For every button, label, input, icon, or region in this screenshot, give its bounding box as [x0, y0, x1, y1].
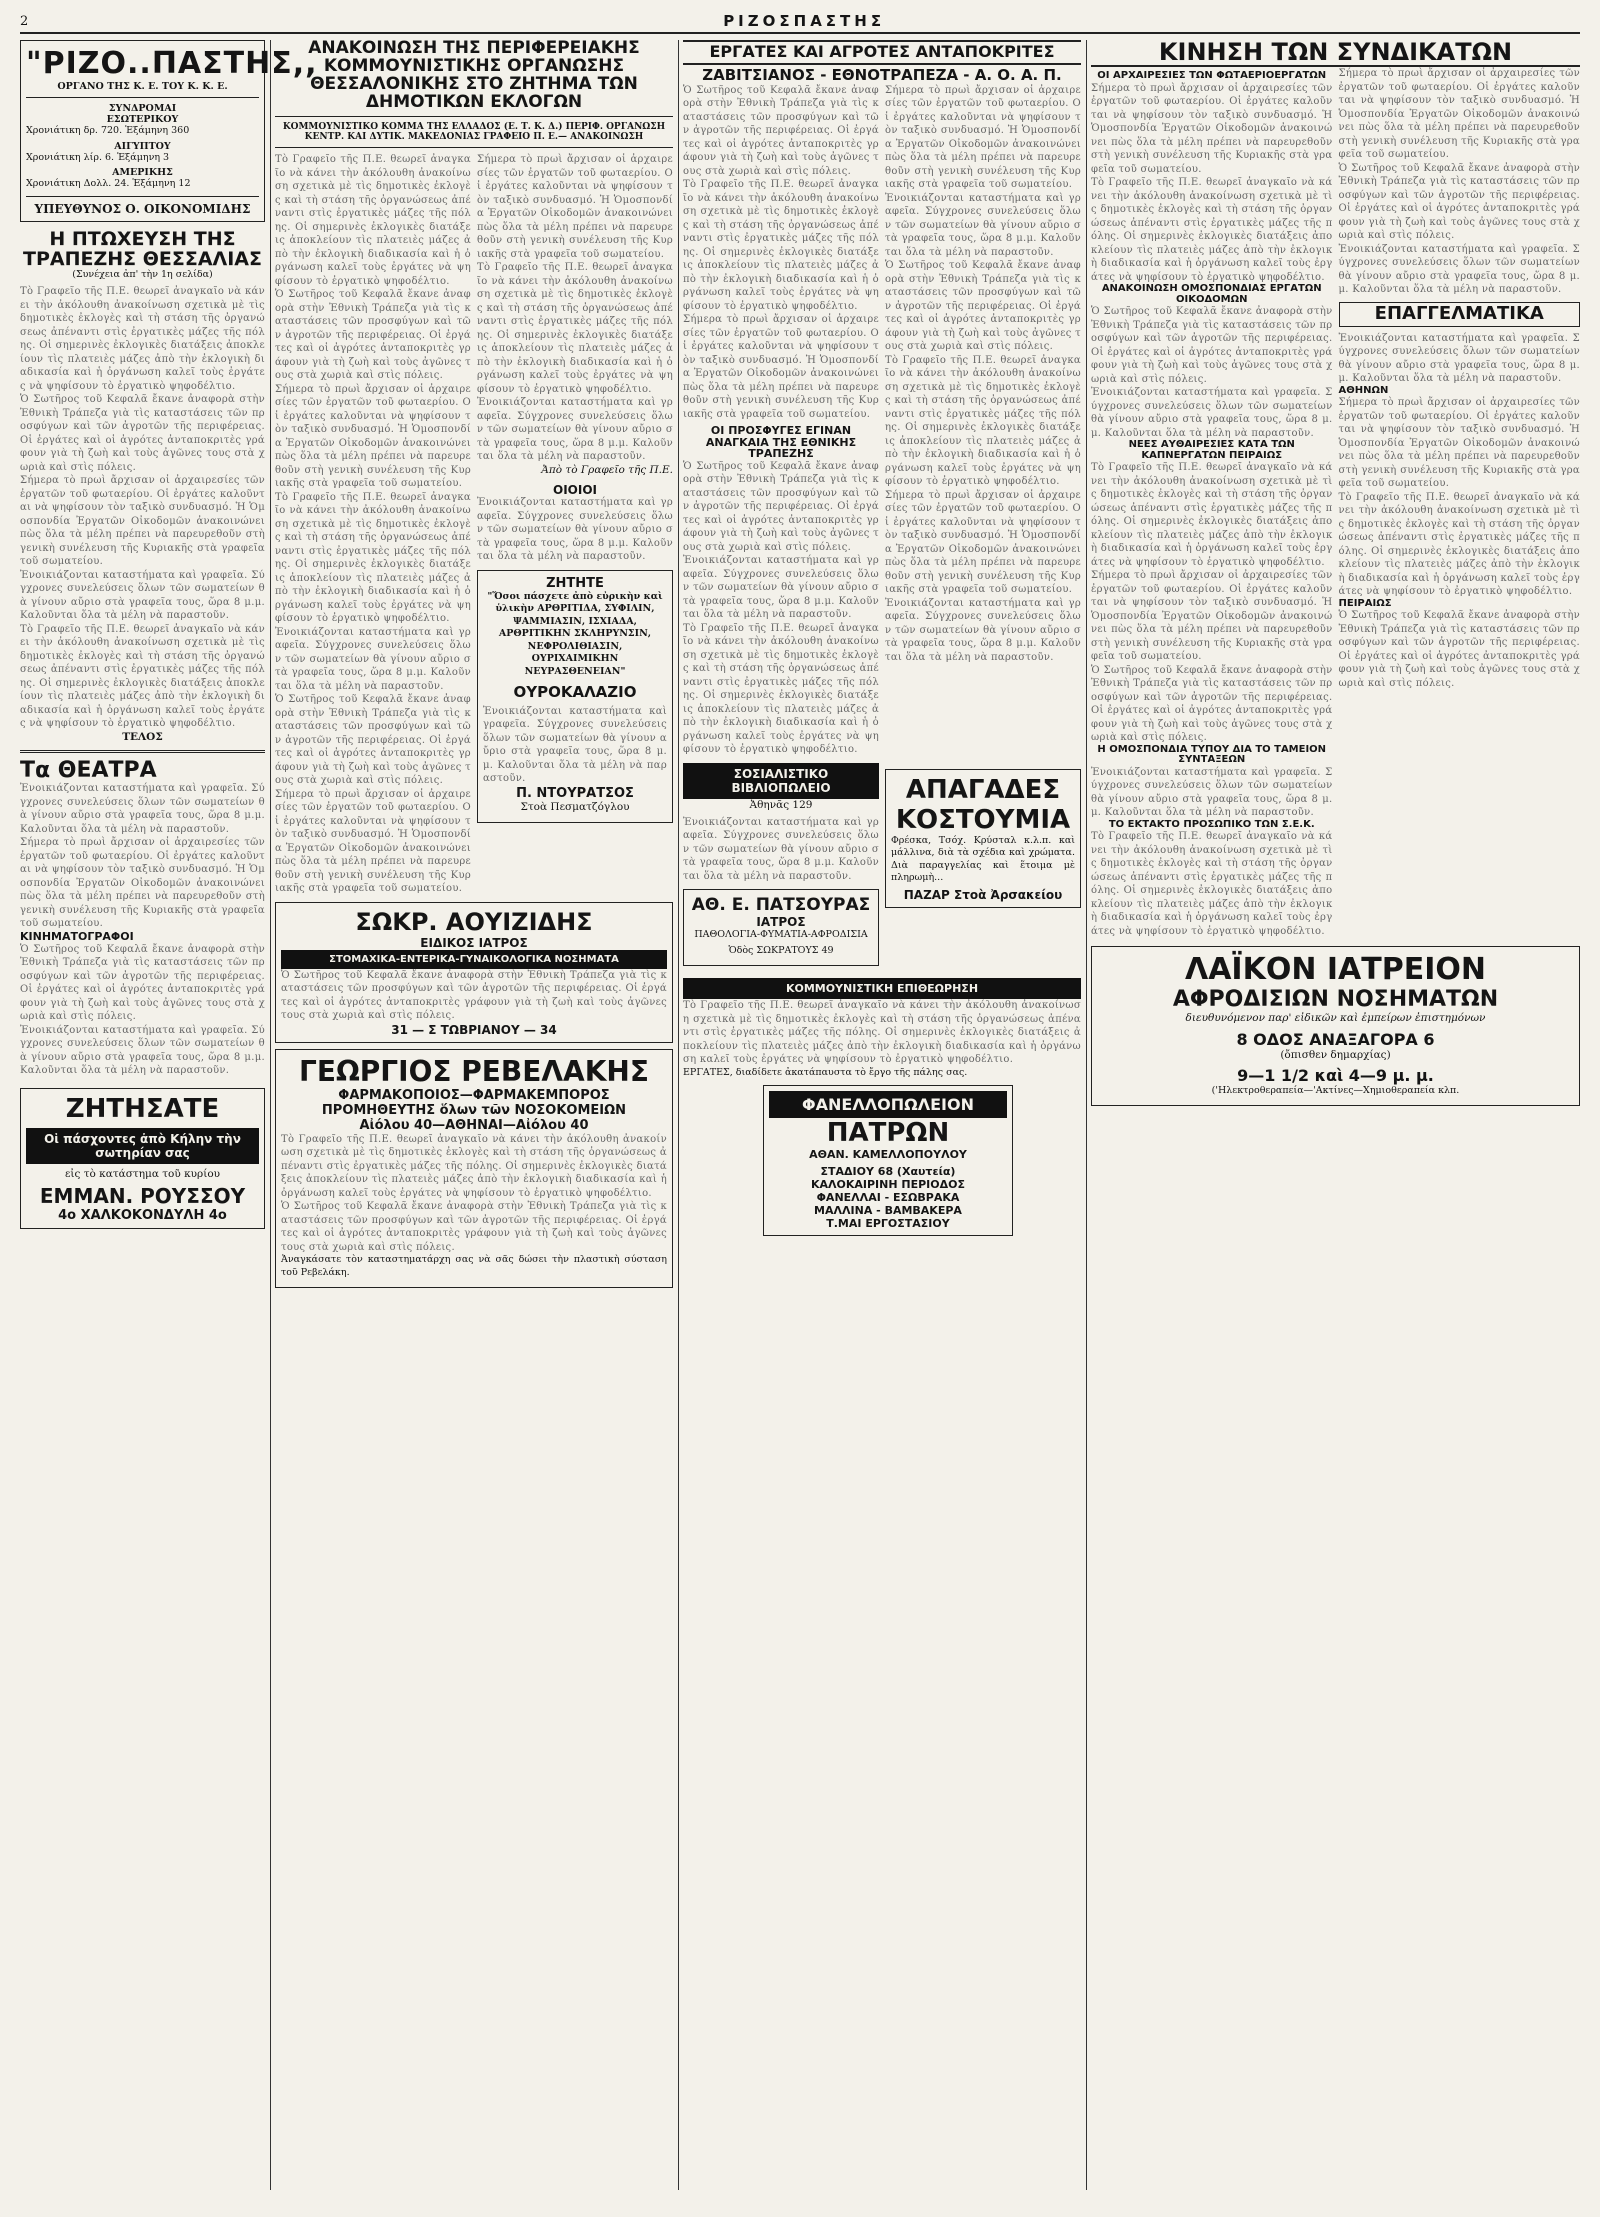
rebelakis-ad: ΓΕΩΡΓΙΟΣ ΡΕΒΕΛΑΚΗΣ ΦΑΡΜΑΚΟΠΟΙΟΣ—ΦΑΡΜΑΚΕΜΠΟΡΟΣ ΠΡΟΜΗΘΕΥΤΗΣ ὅλων τῶν ΝΟΣΟΚΟΜΕΙΩΝ Αἰόλου 40—ΑΘΗΝΑΙ—Αἰόλου 40 Τὸ Γραφεῖο τῆς Π.Ε. θεωρεῖ ἀναγκαῖο νὰ κάνει τὴν ἀκόλουθη ἀνακοίνωση σχετικὰ μὲ τὶς δημοτικὲς ἐκλογὲς καὶ τὴ στάση τῆς ὀργανώσεως ἀπέναντι στὶς ἐργατικὲς μάζες τῆς πόλης. Οἱ σημερινὲς ἐκλογικὲς διατάξεις ἀποκλείουν τὶς πλατειὲς μάζες ἀπὸ τὴν ἐκλογικὴ διαδικασία καὶ ἡ ὀργάνωση καλεῖ τοὺς ἐργάτες νὰ ψηφίσουν τὸ ἐργατικὸ ψηφοδέλτιο. Ὁ Σωτῆρος τοῦ Κεφαλᾶ ἔκανε ἀναφορὰ στὴν Ἐθνικὴ Τράπεζα γιὰ τὶς καταστάσεις τῶν προσφύγων καὶ τῶν ἀγροτῶν τῆς περιφέρειας. Οἱ ἐργάτες καὶ οἱ ἀγρότες ἀνταποκριτὲς γράφουν γιὰ τὴ ζωὴ καὶ τοὺς ἀγῶνες τους στὰ χωριὰ καὶ στὶς πόλεις. Ἀναγκάσατε τὸν καταστηματάρχη σας νὰ σᾶς δώσει τὴν πλαστικὴ σύσταση τοῦ Ρεβελάκη. [275, 1049, 673, 1289]
professional-title: ΕΠΑΓΓΕΛΜΑΤΙΚΑ [1339, 302, 1581, 327]
masthead-name: "ΡΙΖΟ..ΠΑΣΤΗΣ,, [26, 46, 318, 81]
announcement-title: ΑΝΑΚΟΙΝΩΣΗ ΤΗΣ ΠΕΡΙΦΕΡΕΙΑΚΗΣ ΚΟΜΜΟΥΝΙΣΤΙΚΗΣ ΟΡΓΑΝΩΣΗΣ ΘΕΣΣΑΛΟΝΙΚΗΣ ΣΤΟ ΖΗΤΗΜΑ ΤΩΝ ΔΗΜΟΤΙΚΩΝ ΕΚΛΟΓΩΝ [308, 38, 640, 112]
zitite-ad: ΖΗΤΗΤΕ "Ὅσοι πάσχετε ἀπὸ εὐρικὴν καὶ ὑλικὴν ΑΡΘΡΙΤΙΔΑ, ΣΥΦΙΛΙΝ, ΨΑΜΜΙΑΣΙΝ, ΙΣΧΙΑΔΑ, ΑΡΘΡΙΤΙΚΗΝ ΣΚΛΗΡΥΝΣΙΝ, ΝΕΦΡΟΛΙΘΙΑΣΙΝ, ΟΥΡΙΧΑΙΜΙΚΗΝ ΝΕΥΡΑΣΘΕΝΕΙΑΝ" ΟΥΡΟΚΑΛΑΖΙΟ Ἐνοικιάζονται καταστήματα καὶ γραφεῖα. Σύγχρονες συνελεύσεις ὅλων τῶν σωματείων θὰ γίνουν αὔριο στὰ γραφεῖα τους, ὥρα 8 μ.μ. Καλοῦνται ὅλα τὰ μέλη νὰ παραστοῦν. Π. ΝΤΟΥΡΑΤΣΟΣ Στοὰ Πεσματζόγλου [477, 570, 673, 824]
communist-inspection-title: ΚΟΜΜΟΥΝΙΣΤΙΚΗ ΕΠΙΘΕΩΡΗΣΗ [683, 978, 1081, 999]
masthead: "ΡΙΖΟ..ΠΑΣΤΗΣ,, ΟΡΓΑΝΟ ΤΗΣ Κ. Ε. ΤΟΥ Κ. Κ. Ε. ΣΥΝΔΡΟΜΑΙ ΕΣΩΤΕΡΙΚΟΥ Χρονιάτικη δρ. 720. Ἑξάμηνη 360 ΑΙΓΥΠΤΟΥ Χρονιάτικη λίρ. 6. Ἑξάμηνη 3 ΑΜΕΡΙΚΗΣ Χρονιάτικη Δολλ. 24. Ἑξάμηνη 12 ΥΠΕΥΘΥΝΟΣ Ο. ΟΙΚΟΝΟΜΙΔΗΣ [20, 40, 265, 222]
running-head [20, 10, 1580, 34]
zitisate-ad: ΖΗΤΗΣΑΤΕ Οἱ πάσχοντες ἀπὸ Κήλην τὴν σωτηρίαν σας εἰς τὸ κατάστημα τοῦ κυρίου ΕΜΜΑΝ. ΡΟΥΣΣΟΥ 4ο ΧΑΛΚΟΚΟΝΔΥΛΗ 4ο [20, 1088, 265, 1230]
protests-title: ΟΙ ΠΡΟΣΦΥΓΕΣ ΕΓΙΝΑΝ ΑΝΑΓΚΑΙΑ ΤΗΣ ΕΘΝΙΚΗΣ ΤΡΑΠΕΖΗΣ [705, 424, 857, 461]
oioi-title: ΟΙΟΙΟΙ [553, 482, 597, 497]
column-rule [678, 40, 679, 2190]
masthead-organ: ΟΡΓΑΝΟ ΤΗΣ Κ. Ε. ΤΟΥ Κ. Κ. Ε. [57, 81, 228, 92]
patras-ad: ΦΑΝΕΛΛΟΠΩΛΕΙΟΝ ΠΑΤΡΩΝ ΑΘΑΝ. ΚΑΜΕΛΛΟΠΟΥΛΟΥ ΣΤΑΔΙΟΥ 68 (Χαυτεία) ΚΑΛΟΚΑΙΡΙΝΗ ΠΕΡΙΟΔΟΣ ΦΑΝΕΛΛΑΙ - ΕΣΩΒΡΑΚΑ ΜΑΛΛΙΝΑ - ΒΑΜΒΑΚΕΡΑ Τ.ΜΑΙ ΕΡΓΟΣΤΑΣΙΟΥ [763, 1085, 1014, 1236]
bookstore-title: ΣΟΣΙΑΛΙΣΤΙΚΟ ΒΙΒΛΙΟΠΩΛΕΙΟ [683, 763, 879, 799]
cinema-title: ΚΙΝΗΜΑΤΟΓΡΑΦΟΙ [20, 929, 134, 943]
suits-ad: ΑΠΑΓΑΔΕΣ ΚΟΣΤΟΥΜΙΑ Φρέσκα, Τσόχ. Κρύσταλ κ.λ.π. καὶ μάλλινα, διὰ τὰ σχέδια καὶ χρώματα. Διὰ παραγγελίας καὶ ἕτοιμα μὲ πληρωμὴ... ΠΑΖΑΡ Στοὰ Ἀρσακείου [885, 769, 1081, 908]
patsouras-ad: ΑΘ. Ε. ΠΑΤΣΟΥΡΑΣ ΙΑΤΡΟΣ ΠΑΘΟΛΟΓΙΑ-ΦΥΜΑΤΙΑ-ΑΦΡΟΔΙΣΙΑ Ὁδὸς ΣΩΚΡΑΤΟΥΣ 49 [683, 889, 879, 966]
column-rule [270, 40, 271, 2190]
column-2: ΑΝΑΚΟΙΝΩΣΗ ΤΗΣ ΠΕΡΙΦΕΡΕΙΑΚΗΣ ΚΟΜΜΟΥΝΙΣΤΙΚΗΣ ΟΡΓΑΝΩΣΗΣ ΘΕΣΣΑΛΟΝΙΚΗΣ ΣΤΟ ΖΗΤΗΜΑ ΤΩΝ ΔΗΜΟΤΙΚΩΝ ΕΚΛΟΓΩΝ ΚΟΜΜΟΥΝΙΣΤΙΚΟ ΚΟΜΜΑ ΤΗΣ ΕΛΛΑΔΟΣ (Ε. Τ. Κ. Δ.) ΠΕΡΙΦ. ΟΡΓΑΝΩΣΗ ΚΕΝΤΡ. ΚΑΙ ΔΥΤΙΚ. ΜΑΚΕΔΟΝΙΑΣ ΓΡΑΦΕΙΟ Π. Ε.— ΑΝΑΚΟΙΝΩΣΗ Τὸ Γραφεῖο τῆς Π.Ε. θεωρεῖ ἀναγκαῖο νὰ κάνει τὴν ἀκόλουθη ἀνακοίνωση σχετικὰ μὲ τὶς δημοτικὲς ἐκλογὲς καὶ τὴ στάση τῆς ὀργανώσεως ἀπέναντι στὶς ἐργατικὲς μάζες τῆς πόλης. Οἱ σημερινὲς ἐκλογικὲς διατάξεις ἀποκλείουν τὶς πλατειὲς μάζες ἀπὸ τὴν ἐκλογικὴ διαδικασία καὶ ἡ ὀργάνωση καλεῖ τοὺς ἐργάτες νὰ ψηφίσουν τὸ ἐργατικὸ ψηφοδέλτιο. Ὁ Σωτῆρος τοῦ Κεφαλᾶ ἔκανε ἀναφορὰ στὴν Ἐθνικὴ Τράπεζα γιὰ τὶς καταστάσεις τῶν προσφύγων καὶ τῶν ἀγροτῶν τῆς περιφέρειας. Οἱ ἐργάτες καὶ οἱ ἀγρότες ἀνταποκριτὲς γράφουν γιὰ τὴ ζωὴ καὶ τοὺς ἀγῶνες τους στὰ χωριὰ καὶ στὶς πόλεις. Σήμερα τὸ πρωὶ ἄρχισαν οἱ ἀρχαιρεσίες τῶν ἐργατῶν τοῦ φωταερίου. Οἱ ἐργάτες καλοῦνται νὰ ψηφίσουν τὸν ταξικὸ συνδυασμό. Ἡ Ὁμοσπονδία Ἐργατῶν Οἰκοδομῶν ἀνακοινώνει πὼς ὅλα τὰ μέλη πρέπει νὰ παρευρεθοῦν στὴ γενικὴ συνέλευση τῆς Κυριακῆς στὰ γραφεῖα τοῦ σωματείου. Τὸ Γραφεῖο τῆς Π.Ε. θεωρεῖ ἀναγκαῖο νὰ κάνει τὴν ἀκόλουθη ἀνακοίνωση σχετικὰ μὲ τὶς δημοτικὲς ἐκλογὲς καὶ τὴ στάση τῆς ὀργανώσεως ἀπέναντι στὶς ἐργατικὲς μάζες τῆς πόλης. Οἱ σημερινὲς ἐκλογικὲς διατάξεις ἀποκλείουν τὶς πλατειὲς μάζες ἀπὸ τὴν ἐκλογικὴ διαδικασία καὶ ἡ ὀργάνωση καλεῖ τοὺς ἐργάτες νὰ ψηφίσουν τὸ ἐργατικὸ ψηφοδέλτιο. Ἐνοικιάζονται καταστήματα καὶ γραφεῖα. Σύγχρονες συνελεύσεις ὅλων τῶν σωματείων θὰ γίνουν αὔριο στὰ γραφεῖα τους, ὥρα 8 μ.μ. Καλοῦνται ὅλα τὰ μέλη νὰ παραστοῦν. Ὁ Σωτῆρος τοῦ Κεφαλᾶ ἔκανε ἀναφορὰ στὴν Ἐθνικὴ Τράπεζα γιὰ τὶς καταστάσεις τῶν προσφύγων καὶ τῶν ἀγροτῶν τῆς περιφέρειας. Οἱ ἐργάτες καὶ οἱ ἀγρότες ἀνταποκριτὲς γράφουν γιὰ τὴ ζωὴ καὶ τοὺς ἀγῶνες τους στὰ χωριὰ καὶ στὶς πόλεις. Σήμερα τὸ πρωὶ ἄρχισαν οἱ ἀρχαιρεσίες τῶν ἐργατῶν τοῦ φωταερίου. Οἱ ἐργάτες καλοῦνται νὰ ψηφίσουν τὸν ταξικὸ συνδυασμό. Ἡ Ὁμοσπονδία Ἐργατῶν Οἰκοδομῶν ἀνακοινώνει πὼς ὅλα τὰ μέλη πρέπει νὰ παρευρεθοῦν στὴ γενικὴ συνέλευση τῆς Κυριακῆς στὰ γραφεῖα τοῦ σωματείου. Σήμερα τὸ πρωὶ ἄρχισαν οἱ ἀρχαιρεσίες τῶν ἐργατῶν τοῦ φωταερίου. Οἱ ἐργάτες καλοῦνται νὰ ψηφίσουν τὸν ταξικὸ συνδυασμό. Ἡ Ὁμοσπονδία Ἐργατῶν Οἰκοδομῶν ἀνακοινώνει πὼς ὅλα τὰ μέλη πρέπει νὰ παρευρεθοῦν στὴ γενικὴ συνέλευση τῆς Κυριακῆς στὰ γραφεῖα τοῦ σωματείου. Τὸ Γραφεῖο τῆς Π.Ε. θεωρεῖ ἀναγκαῖο νὰ κάνει τὴν ἀκόλουθη ἀνακοίνωση σχετικὰ μὲ τὶς δημοτικὲς ἐκλογὲς καὶ τὴ στάση τῆς ὀργανώσεως ἀπέναντι στὶς ἐργατικὲς μάζες τῆς πόλης. Οἱ σημερινὲς ἐκλογικὲς διατάξεις ἀποκλείουν τὶς πλατειὲς μάζες ἀπὸ τὴν ἐκλογικὴ διαδικασία καὶ ἡ ὀργάνωση καλεῖ τοὺς ἐργάτες νὰ ψηφίσουν τὸ ἐργατικὸ ψηφοδέλτιο. Ἐνοικιάζονται καταστήματα καὶ γραφεῖα. Σύγχρονες συνελεύσεις ὅλων τῶν σωματείων θὰ γίνουν αὔριο στὰ γραφεῖα τους, ὥρα 8 μ.μ. Καλοῦνται ὅλα τὰ μέλη νὰ παραστοῦν. Ἀπὸ τὸ Γραφεῖο τῆς Π.Ε. ΟΙΟΙΟΙ Ἐνοικιάζονται καταστήματα καὶ γραφεῖα. Σύγχρονες συνελεύσεις ὅλων τῶν σωματείων θὰ γίνουν αὔριο στὰ γραφεῖα τους, ὥρα 8 μ.μ. Καλοῦνται ὅλα τὰ μέλη νὰ παραστοῦν. ΖΗΤΗΤΕ "Ὅσοι πάσχετε ἀπὸ εὐρικὴν καὶ ὑλικὴν ΑΡΘΡΙΤΙΔΑ, ΣΥΦΙΛΙΝ, ΨΑΜΜΙΑΣΙΝ, ΙΣΧΙΑΔΑ, ΑΡΘΡΙΤΙΚΗΝ ΣΚΛΗΡΥΝΣΙΝ, ΝΕΦΡΟΛΙΘΙΑΣΙΝ, ΟΥΡΙΧΑΙΜΙΚΗΝ ΝΕΥΡΑΣΘΕΝΕΙΑΝ" ΟΥΡΟΚΑΛΑΖΙΟ Ἐνοικιάζονται καταστήματα καὶ γραφεῖα. Σύγχρονες συνελεύσεις ὅλων τῶν σωματείων θὰ γίνουν αὔριο στὰ γραφεῖα τους, ὥρα 8 μ.μ. Καλοῦνται ὅλα τὰ μέλη νὰ παραστοῦν. Π. ΝΤΟΥΡΑΤΣΟΣ Στοὰ Πεσματζόγλου ΣΩΚΡ. ΑΟΥΙΖΙΔΗΣ ΕΙΔΙΚΟΣ ΙΑΤΡΟΣ ΣΤΟΜΑΧΙΚΑ-ΕΝΤΕΡΙΚΑ-ΓΥΝΑΙΚΟΛΟΓΙΚΑ ΝΟΣΗΜΑΤΑ Ὁ Σωτῆρος τοῦ Κεφαλᾶ ἔκανε ἀναφορὰ στὴν Ἐθνικὴ Τράπεζα γιὰ τὶς καταστάσεις τῶν προσφύγων καὶ τῶν ἀγροτῶν τῆς περιφέρειας. Οἱ ἐργάτες καὶ οἱ ἀγρότες ἀνταποκριτὲς γράφουν γιὰ τὴ ζωὴ καὶ τοὺς ἀγῶνες τους στὰ χωριὰ καὶ στὶς πόλεις. 31 — Σ ΤΩΒΡΙΑΝΟΥ — 34 ΓΕΩΡΓΙΟΣ ΡΕΒΕΛΑΚΗΣ ΦΑΡΜΑΚΟΠΟΙΟΣ—ΦΑΡΜΑΚΕΜΠΟΡΟΣ ΠΡΟΜΗΘΕΥΤΗΣ ὅλων τῶν ΝΟΣΟΚΟΜΕΙΩΝ Αἰόλου 40—ΑΘΗΝΑΙ—Αἰόλου 40 Τὸ Γραφεῖο τῆς Π.Ε. θεωρεῖ ἀναγκαῖο νὰ κάνει τὴν ἀκόλουθη ἀνακοίνωση σχετικὰ μὲ τὶς δημοτικὲς ἐκλογὲς καὶ τὴ στάση τῆς ὀργανώσεως ἀπέναντι στὶς ἐργατικὲς μάζες τῆς πόλης. Οἱ σημερινὲς ἐκλογικὲς διατάξεις ἀποκλείουν τὶς πλατειὲς μάζες ἀπὸ τὴν ἐκλογικὴ διαδικασία καὶ ἡ ὀργάνωση καλεῖ τοὺς ἐργάτες νὰ ψηφίσουν τὸ ἐργατικὸ ψηφοδέλτιο. Ὁ Σωτῆρος τοῦ Κεφαλᾶ ἔκανε ἀναφορὰ στὴν Ἐθνικὴ Τράπεζα γιὰ τὶς καταστάσεις τῶν προσφύγων καὶ τῶν ἀγροτῶν τῆς περιφέρειας. Οἱ ἐργάτες καὶ οἱ ἀγρότες ἀνταποκριτὲς γράφουν γιὰ τὴ ζωὴ καὶ τοὺς ἀγῶνες τους στὰ χωριὰ καὶ στὶς πόλεις. Ἀναγκάσατε τὸν καταστηματάρχη σας νὰ σᾶς δώσει τὴν πλαστικὴ σύσταση τοῦ Ρεβελάκη. [275, 40, 673, 2190]
bank-article-title: Η ΠΤΩΧΕΥΣΗ ΤΗΣ ΤΡΑΠΕΖΗΣ ΘΕΣΣΑΛΙΑΣ [23, 227, 262, 270]
theatres-title: Τα ΘΕΑΤΡΑ [20, 758, 157, 784]
responsible-editor: ΥΠΕΥΘΥΝΟΣ Ο. ΟΙΚΟΝΟΜΙΔΗΣ [34, 201, 251, 216]
running-title: ΡΙΖΟΣΠΑΣΤΗΣ [723, 12, 886, 30]
column-3: ΕΡΓΑΤΕΣ ΚΑΙ ΑΓΡΟΤΕΣ ΑΝΤΑΠΟΚΡΙΤΕΣ ΖΑΒΙΤΣΙΑΝΟΣ - ΕΘΝΟΤΡΑΠΕΖΑ - Α. Ο. Α. Π. Ὁ Σωτῆρος τοῦ Κεφαλᾶ ἔκανε ἀναφορὰ στὴν Ἐθνικὴ Τράπεζα γιὰ τὶς καταστάσεις τῶν προσφύγων καὶ τῶν ἀγροτῶν τῆς περιφέρειας. Οἱ ἐργάτες καὶ οἱ ἀγρότες ἀνταποκριτὲς γράφουν γιὰ τὴ ζωὴ καὶ τοὺς ἀγῶνες τους στὰ χωριὰ καὶ στὶς πόλεις. Τὸ Γραφεῖο τῆς Π.Ε. θεωρεῖ ἀναγκαῖο νὰ κάνει τὴν ἀκόλουθη ἀνακοίνωση σχετικὰ μὲ τὶς δημοτικὲς ἐκλογὲς καὶ τὴ στάση τῆς ὀργανώσεως ἀπέναντι στὶς ἐργατικὲς μάζες τῆς πόλης. Οἱ σημερινὲς ἐκλογικὲς διατάξεις ἀποκλείουν τὶς πλατειὲς μάζες ἀπὸ τὴν ἐκλογικὴ διαδικασία καὶ ἡ ὀργάνωση καλεῖ τοὺς ἐργάτες νὰ ψηφίσουν τὸ ἐργατικὸ ψηφοδέλτιο. Σήμερα τὸ πρωὶ ἄρχισαν οἱ ἀρχαιρεσίες τῶν ἐργατῶν τοῦ φωταερίου. Οἱ ἐργάτες καλοῦνται νὰ ψηφίσουν τὸν ταξικὸ συνδυασμό. Ἡ Ὁμοσπονδία Ἐργατῶν Οἰκοδομῶν ἀνακοινώνει πὼς ὅλα τὰ μέλη πρέπει νὰ παρευρεθοῦν στὴ γενικὴ συνέλευση τῆς Κυριακῆς στὰ γραφεῖα τοῦ σωματείου. ΟΙ ΠΡΟΣΦΥΓΕΣ ΕΓΙΝΑΝ ΑΝΑΓΚΑΙΑ ΤΗΣ ΕΘΝΙΚΗΣ ΤΡΑΠΕΖΗΣ Ὁ Σωτῆρος τοῦ Κεφαλᾶ ἔκανε ἀναφορὰ στὴν Ἐθνικὴ Τράπεζα γιὰ τὶς καταστάσεις τῶν προσφύγων καὶ τῶν ἀγροτῶν τῆς περιφέρειας. Οἱ ἐργάτες καὶ οἱ ἀγρότες ἀνταποκριτὲς γράφουν γιὰ τὴ ζωὴ καὶ τοὺς ἀγῶνες τους στὰ χωριὰ καὶ στὶς πόλεις. Ἐνοικιάζονται καταστήματα καὶ γραφεῖα. Σύγχρονες συνελεύσεις ὅλων τῶν σωματείων θὰ γίνουν αὔριο στὰ γραφεῖα τους, ὥρα 8 μ.μ. Καλοῦνται ὅλα τὰ μέλη νὰ παραστοῦν. Τὸ Γραφεῖο τῆς Π.Ε. θεωρεῖ ἀναγκαῖο νὰ κάνει τὴν ἀκόλουθη ἀνακοίνωση σχετικὰ μὲ τὶς δημοτικὲς ἐκλογὲς καὶ τὴ στάση τῆς ὀργανώσεως ἀπέναντι στὶς ἐργατικὲς μάζες τῆς πόλης. Οἱ σημερινὲς ἐκλογικὲς διατάξεις ἀποκλείουν τὶς πλατειὲς μάζες ἀπὸ τὴν ἐκλογικὴ διαδικασία καὶ ἡ ὀργάνωση καλεῖ τοὺς ἐργάτες νὰ ψηφίσουν τὸ ἐργατικὸ ψηφοδέλτιο. Σήμερα τὸ πρωὶ ἄρχισαν οἱ ἀρχαιρεσίες τῶν ἐργατῶν τοῦ φωταερίου. Οἱ ἐργάτες καλοῦνται νὰ ψηφίσουν τὸν ταξικὸ συνδυασμό. Ἡ Ὁμοσπονδία Ἐργατῶν Οἰκοδομῶν ἀνακοινώνει πὼς ὅλα τὰ μέλη πρέπει νὰ παρευρεθοῦν στὴ γενικὴ συνέλευση τῆς Κυριακῆς στὰ γραφεῖα τοῦ σωματείου. Ἐνοικιάζονται καταστήματα καὶ γραφεῖα. Σύγχρονες συνελεύσεις ὅλων τῶν σωματείων θὰ γίνουν αὔριο στὰ γραφεῖα τους, ὥρα 8 μ.μ. Καλοῦνται ὅλα τὰ μέλη νὰ παραστοῦν. Ὁ Σωτῆρος τοῦ Κεφαλᾶ ἔκανε ἀναφορὰ στὴν Ἐθνικὴ Τράπεζα γιὰ τὶς καταστάσεις τῶν προσφύγων καὶ τῶν ἀγροτῶν τῆς περιφέρειας. Οἱ ἐργάτες καὶ οἱ ἀγρότες ἀνταποκριτὲς γράφουν γιὰ τὴ ζωὴ καὶ τοὺς ἀγῶνες τους στὰ χωριὰ καὶ στὶς πόλεις. Τὸ Γραφεῖο τῆς Π.Ε. θεωρεῖ ἀναγκαῖο νὰ κάνει τὴν ἀκόλουθη ἀνακοίνωση σχετικὰ μὲ τὶς δημοτικὲς ἐκλογὲς καὶ τὴ στάση τῆς ὀργανώσεως ἀπέναντι στὶς ἐργατικὲς μάζες τῆς πόλης. Οἱ σημερινὲς ἐκλογικὲς διατάξεις ἀποκλείουν τὶς πλατειὲς μάζες ἀπὸ τὴν ἐκλογικὴ διαδικασία καὶ ἡ ὀργάνωση καλεῖ τοὺς ἐργάτες νὰ ψηφίσουν τὸ ἐργατικὸ ψηφοδέλτιο. Σήμερα τὸ πρωὶ ἄρχισαν οἱ ἀρχαιρεσίες τῶν ἐργατῶν τοῦ φωταερίου. Οἱ ἐργάτες καλοῦνται νὰ ψηφίσουν τὸν ταξικὸ συνδυασμό. Ἡ Ὁμοσπονδία Ἐργατῶν Οἰκοδομῶν ἀνακοινώνει πὼς ὅλα τὰ μέλη πρέπει νὰ παρευρεθοῦν στὴ γενικὴ συνέλευση τῆς Κυριακῆς στὰ γραφεῖα τοῦ σωματείου. Ἐνοικιάζονται καταστήματα καὶ γραφεῖα. Σύγχρονες συνελεύσεις ὅλων τῶν σωματείων θὰ γίνουν αὔριο στὰ γραφεῖα τους, ὥρα 8 μ.μ. Καλοῦνται ὅλα τὰ μέλη νὰ παραστοῦν. ΣΟΣΙΑΛΙΣΤΙΚΟ ΒΙΒΛΙΟΠΩΛΕΙΟ Ἀθηνᾶς 129 Ἐνοικιάζονται καταστήματα καὶ γραφεῖα. Σύγχρονες συνελεύσεις ὅλων τῶν σωματείων θὰ γίνουν αὔριο στὰ γραφεῖα τους, ὥρα 8 μ.μ. Καλοῦνται ὅλα τὰ μέλη νὰ παραστοῦν. ΑΘ. Ε. ΠΑΤΣΟΥΡΑΣ ΙΑΤΡΟΣ ΠΑΘΟΛΟΓΙΑ-ΦΥΜΑΤΙΑ-ΑΦΡΟΔΙΣΙΑ Ὁδὸς ΣΩΚΡΑΤΟΥΣ 49 ΑΠΑΓΑΔΕΣ ΚΟΣΤΟΥΜΙΑ Φρέσκα, Τσόχ. Κρύσταλ κ.λ.π. καὶ μάλλινα, διὰ τὰ σχέδια καὶ χρώματα. Διὰ παραγγελίας καὶ ἕτοιμα μὲ πληρωμὴ... ΠΑΖΑΡ Στοὰ Ἀρσακείου ΚΟΜΜΟΥΝΙΣΤΙΚΗ ΕΠΙΘΕΩΡΗΣΗ Τὸ Γραφεῖο τῆς Π.Ε. θεωρεῖ ἀναγκαῖο νὰ κάνει τὴν ἀκόλουθη ἀνακοίνωση σχετικὰ μὲ τὶς δημοτικὲς ἐκλογὲς καὶ τὴ στάση τῆς ὀργανώσεως ἀπέναντι στὶς ἐργατικὲς μάζες τῆς πόλης. Οἱ σημερινὲς ἐκλογικὲς διατάξεις ἀποκλείουν τὶς πλατειὲς μάζες ἀπὸ τὴν ἐκλογικὴ διαδικασία καὶ ἡ ὀργάνωση καλεῖ τοὺς ἐργάτες νὰ ψηφίσουν τὸ ἐργατικὸ ψηφοδέλτιο. ΕΡΓΑΤΕΣ, διαδίδετε ἀκατάπαυστα τὸ ἔργο τῆς πάλης σας. ΦΑΝΕΛΛΟΠΩΛΕΙΟΝ ΠΑΤΡΩΝ ΑΘΑΝ. ΚΑΜΕΛΛΟΠΟΥΛΟΥ ΣΤΑΔΙΟΥ 68 (Χαυτεία) ΚΑΛΟΚΑΙΡΙΝΗ ΠΕΡΙΟΔΟΣ ΦΑΝΕΛΛΑΙ - ΕΣΩΒΡΑΚΑ ΜΑΛΛΙΝΑ - ΒΑΜΒΑΚΕΡΑ Τ.ΜΑΙ ΕΡΓΟΣΤΑΣΙΟΥ [683, 40, 1081, 2190]
clinic-ad: ΛΑΪΚΟΝ ΙΑΤΡΕΙΟΝ ΑΦΡΟΔΙΣΙΩΝ ΝΟΣΗΜΑΤΩΝ διευθυνόμενον παρ' εἰδικῶν καὶ ἐμπείρων ἐπιστημόνων 8 ΟΔΟΣ ΑΝΑΞΑΓΟΡΑ 6 (ὄπισθεν δημαρχίας) 9—1 1/2 καὶ 4—9 μ. μ. ('Ηλεκτροθεραπεία—'Ακτίνες—Χημιοθεραπεία κλπ. [1091, 946, 1580, 1106]
column-1: "ΡΙΖΟ..ΠΑΣΤΗΣ,, ΟΡΓΑΝΟ ΤΗΣ Κ. Ε. ΤΟΥ Κ. Κ. Ε. ΣΥΝΔΡΟΜΑΙ ΕΣΩΤΕΡΙΚΟΥ Χρονιάτικη δρ. 720. Ἑξάμηνη 360 ΑΙΓΥΠΤΟΥ Χρονιάτικη λίρ. 6. Ἑξάμηνη 3 ΑΜΕΡΙΚΗΣ Χρονιάτικη Δολλ. 24. Ἑξάμηνη 12 ΥΠΕΥΘΥΝΟΣ Ο. ΟΙΚΟΝΟΜΙΔΗΣ Η ΠΤΩΧΕΥΣΗ ΤΗΣ ΤΡΑΠΕΖΗΣ ΘΕΣΣΑΛΙΑΣ (Συνέχεια ἀπ' τὴν 1η σελίδα) Τὸ Γραφεῖο τῆς Π.Ε. θεωρεῖ ἀναγκαῖο νὰ κάνει τὴν ἀκόλουθη ἀνακοίνωση σχετικὰ μὲ τὶς δημοτικὲς ἐκλογὲς καὶ τὴ στάση τῆς ὀργανώσεως ἀπέναντι στὶς ἐργατικὲς μάζες τῆς πόλης. Οἱ σημερινὲς ἐκλογικὲς διατάξεις ἀποκλείουν τὶς πλατειὲς μάζες ἀπὸ τὴν ἐκλογικὴ διαδικασία καὶ ἡ ὀργάνωση καλεῖ τοὺς ἐργάτες νὰ ψηφίσουν τὸ ἐργατικὸ ψηφοδέλτιο. Ὁ Σωτῆρος τοῦ Κεφαλᾶ ἔκανε ἀναφορὰ στὴν Ἐθνικὴ Τράπεζα γιὰ τὶς καταστάσεις τῶν προσφύγων καὶ τῶν ἀγροτῶν τῆς περιφέρειας. Οἱ ἐργάτες καὶ οἱ ἀγρότες ἀνταποκριτὲς γράφουν γιὰ τὴ ζωὴ καὶ τοὺς ἀγῶνες τους στὰ χωριὰ καὶ στὶς πόλεις. Σήμερα τὸ πρωὶ ἄρχισαν οἱ ἀρχαιρεσίες τῶν ἐργατῶν τοῦ φωταερίου. Οἱ ἐργάτες καλοῦνται νὰ ψηφίσουν τὸν ταξικὸ συνδυασμό. Ἡ Ὁμοσπονδία Ἐργατῶν Οἰκοδομῶν ἀνακοινώνει πὼς ὅλα τὰ μέλη πρέπει νὰ παρευρεθοῦν στὴ γενικὴ συνέλευση τῆς Κυριακῆς στὰ γραφεῖα τοῦ σωματείου. Ἐνοικιάζονται καταστήματα καὶ γραφεῖα. Σύγχρονες συνελεύσεις ὅλων τῶν σωματείων θὰ γίνουν αὔριο στὰ γραφεῖα τους, ὥρα 8 μ.μ. Καλοῦνται ὅλα τὰ μέλη νὰ παραστοῦν. Τὸ Γραφεῖο τῆς Π.Ε. θεωρεῖ ἀναγκαῖο νὰ κάνει τὴν ἀκόλουθη ἀνακοίνωση σχετικὰ μὲ τὶς δημοτικὲς ἐκλογὲς καὶ τὴ στάση τῆς ὀργανώσεως ἀπέναντι στὶς ἐργατικὲς μάζες τῆς πόλης. Οἱ σημερινὲς ἐκλογικὲς διατάξεις ἀποκλείουν τὶς πλατειὲς μάζες ἀπὸ τὴν ἐκλογικὴ διαδικασία καὶ ἡ ὀργάνωση καλεῖ τοὺς ἐργάτες νὰ ψηφίσουν τὸ ἐργατικὸ ψηφοδέλτιο. ΤΕΛΟΣ Τα ΘΕΑΤΡΑ Ἐνοικιάζονται καταστήματα καὶ γραφεῖα. Σύγχρονες συνελεύσεις ὅλων τῶν σωματείων θὰ γίνουν αὔριο στὰ γραφεῖα τους, ὥρα 8 μ.μ. Καλοῦνται ὅλα τὰ μέλη νὰ παραστοῦν. Σήμερα τὸ πρωὶ ἄρχισαν οἱ ἀρχαιρεσίες τῶν ἐργατῶν τοῦ φωταερίου. Οἱ ἐργάτες καλοῦνται νὰ ψηφίσουν τὸν ταξικὸ συνδυασμό. Ἡ Ὁμοσπονδία Ἐργατῶν Οἰκοδομῶν ἀνακοινώνει πὼς ὅλα τὰ μέλη πρέπει νὰ παρευρεθοῦν στὴ γενικὴ συνέλευση τῆς Κυριακῆς στὰ γραφεῖα τοῦ σωματείου. ΚΙΝΗΜΑΤΟΓΡΑΦΟΙ Ὁ Σωτῆρος τοῦ Κεφαλᾶ ἔκανε ἀναφορὰ στὴν Ἐθνικὴ Τράπεζα γιὰ τὶς καταστάσεις τῶν προσφύγων καὶ τῶν ἀγροτῶν τῆς περιφέρειας. Οἱ ἐργάτες καὶ οἱ ἀγρότες ἀνταποκριτὲς γράφουν γιὰ τὴ ζωὴ καὶ τοὺς ἀγῶνες τους στὰ χωριὰ καὶ στὶς πόλεις. Ἐνοικιάζονται καταστήματα καὶ γραφεῖα. Σύγχρονες συνελεύσεις ὅλων τῶν σωματείων θὰ γίνουν αὔριο στὰ γραφεῖα τους, ὥρα 8 μ.μ. Καλοῦνται ὅλα τὰ μέλη νὰ παραστοῦν. ΖΗΤΗΣΑΤΕ Οἱ πάσχοντες ἀπὸ Κήλην τὴν σωτηρίαν σας εἰς τὸ κατάστημα τοῦ κυρίου ΕΜΜΑΝ. ΡΟΥΣΣΟΥ 4ο ΧΑΛΚΟΚΟΝΔΥΛΗ 4ο [20, 40, 265, 2190]
page-number: 2 [20, 13, 29, 29]
column-rule [1086, 40, 1087, 2190]
newspaper-page [20, 10, 1580, 2190]
unions-title: ΚΙΝΗΣΗ ΤΩΝ ΣΥΝΔΙΚΑΤΩΝ [1091, 40, 1580, 67]
correspondents-title: ΕΡΓΑΤΕΣ ΚΑΙ ΑΓΡΟΤΕΣ ΑΝΤΑΠΟΚΡΙΤΕΣ [683, 40, 1081, 65]
aouizidis-ad: ΣΩΚΡ. ΑΟΥΙΖΙΔΗΣ ΕΙΔΙΚΟΣ ΙΑΤΡΟΣ ΣΤΟΜΑΧΙΚΑ-ΕΝΤΕΡΙΚΑ-ΓΥΝΑΙΚΟΛΟΓΙΚΑ ΝΟΣΗΜΑΤΑ Ὁ Σωτῆρος τοῦ Κεφαλᾶ ἔκανε ἀναφορὰ στὴν Ἐθνικὴ Τράπεζα γιὰ τὶς καταστάσεις τῶν προσφύγων καὶ τῶν ἀγροτῶν τῆς περιφέρειας. Οἱ ἐργάτες καὶ οἱ ἀγρότες ἀνταποκριτὲς γράφουν γιὰ τὴ ζωὴ καὶ τοὺς ἀγῶνες τους στὰ χωριὰ καὶ στὶς πόλεις. 31 — Σ ΤΩΒΡΙΑΝΟΥ — 34 [275, 902, 673, 1043]
subscriptions-title: ΣΥΝΔΡΟΜΑΙ [108, 103, 177, 114]
column-4: ΚΙΝΗΣΗ ΤΩΝ ΣΥΝΔΙΚΑΤΩΝ ΟΙ ΑΡΧΑΙΡΕΣΙΕΣ ΤΩΝ ΦΩΤΑΕΡΙΟΕΡΓΑΤΩΝ Σήμερα τὸ πρωὶ ἄρχισαν οἱ ἀρχαιρεσίες τῶν ἐργατῶν τοῦ φωταερίου. Οἱ ἐργάτες καλοῦνται νὰ ψηφίσουν τὸν ταξικὸ συνδυασμό. Ἡ Ὁμοσπονδία Ἐργατῶν Οἰκοδομῶν ἀνακοινώνει πὼς ὅλα τὰ μέλη πρέπει νὰ παρευρεθοῦν στὴ γενικὴ συνέλευση τῆς Κυριακῆς στὰ γραφεῖα τοῦ σωματείου. Τὸ Γραφεῖο τῆς Π.Ε. θεωρεῖ ἀναγκαῖο νὰ κάνει τὴν ἀκόλουθη ἀνακοίνωση σχετικὰ μὲ τὶς δημοτικὲς ἐκλογὲς καὶ τὴ στάση τῆς ὀργανώσεως ἀπέναντι στὶς ἐργατικὲς μάζες τῆς πόλης. Οἱ σημερινὲς ἐκλογικὲς διατάξεις ἀποκλείουν τὶς πλατειὲς μάζες ἀπὸ τὴν ἐκλογικὴ διαδικασία καὶ ἡ ὀργάνωση καλεῖ τοὺς ἐργάτες νὰ ψηφίσουν τὸ ἐργατικὸ ψηφοδέλτιο. ΑΝΑΚΟΙΝΩΣΗ ΟΜΟΣΠΟΝΔΙΑΣ ΕΡΓΑΤΩΝ ΟΙΚΟΔΟΜΩΝ Ὁ Σωτῆρος τοῦ Κεφαλᾶ ἔκανε ἀναφορὰ στὴν Ἐθνικὴ Τράπεζα γιὰ τὶς καταστάσεις τῶν προσφύγων καὶ τῶν ἀγροτῶν τῆς περιφέρειας. Οἱ ἐργάτες καὶ οἱ ἀγρότες ἀνταποκριτὲς γράφουν γιὰ τὴ ζωὴ καὶ τοὺς ἀγῶνες τους στὰ χωριὰ καὶ στὶς πόλεις. Ἐνοικιάζονται καταστήματα καὶ γραφεῖα. Σύγχρονες συνελεύσεις ὅλων τῶν σωματείων θὰ γίνουν αὔριο στὰ γραφεῖα τους, ὥρα 8 μ.μ. Καλοῦνται ὅλα τὰ μέλη νὰ παραστοῦν. ΝΕΕΣ ΑΥΘΑΙΡΕΣΙΕΣ ΚΑΤΑ ΤΩΝ ΚΑΠΝΕΡΓΑΤΩΝ ΠΕΙΡΑΙΩΣ Τὸ Γραφεῖο τῆς Π.Ε. θεωρεῖ ἀναγκαῖο νὰ κάνει τὴν ἀκόλουθη ἀνακοίνωση σχετικὰ μὲ τὶς δημοτικὲς ἐκλογὲς καὶ τὴ στάση τῆς ὀργανώσεως ἀπέναντι στὶς ἐργατικὲς μάζες τῆς πόλης. Οἱ σημερινὲς ἐκλογικὲς διατάξεις ἀποκλείουν τὶς πλατειὲς μάζες ἀπὸ τὴν ἐκλογικὴ διαδικασία καὶ ἡ ὀργάνωση καλεῖ τοὺς ἐργάτες νὰ ψηφίσουν τὸ ἐργατικὸ ψηφοδέλτιο. Σήμερα τὸ πρωὶ ἄρχισαν οἱ ἀρχαιρεσίες τῶν ἐργατῶν τοῦ φωταερίου. Οἱ ἐργάτες καλοῦνται νὰ ψηφίσουν τὸν ταξικὸ συνδυασμό. Ἡ Ὁμοσπονδία Ἐργατῶν Οἰκοδομῶν ἀνακοινώνει πὼς ὅλα τὰ μέλη πρέπει νὰ παρευρεθοῦν στὴ γενικὴ συνέλευση τῆς Κυριακῆς στὰ γραφεῖα τοῦ σωματείου. Ὁ Σωτῆρος τοῦ Κεφαλᾶ ἔκανε ἀναφορὰ στὴν Ἐθνικὴ Τράπεζα γιὰ τὶς καταστάσεις τῶν προσφύγων καὶ τῶν ἀγροτῶν τῆς περιφέρειας. Οἱ ἐργάτες καὶ οἱ ἀγρότες ἀνταποκριτὲς γράφουν γιὰ τὴ ζωὴ καὶ τοὺς ἀγῶνες τους στὰ χωριὰ καὶ στὶς πόλεις. Η ΟΜΟΣΠΟΝΔΙΑ ΤΥΠΟΥ ΔΙΑ ΤΟ ΤΑΜΕΙΟΝ ΣΥΝΤΑΞΕΩΝ Ἐνοικιάζονται καταστήματα καὶ γραφεῖα. Σύγχρονες συνελεύσεις ὅλων τῶν σωματείων θὰ γίνουν αὔριο στὰ γραφεῖα τους, ὥρα 8 μ.μ. Καλοῦνται ὅλα τὰ μέλη νὰ παραστοῦν. ΤΟ ΕΚΤΑΚΤΟ ΠΡΟΣΩΠΙΚΟ ΤΩΝ Σ.Ε.Κ. Τὸ Γραφεῖο τῆς Π.Ε. θεωρεῖ ἀναγκαῖο νὰ κάνει τὴν ἀκόλουθη ἀνακοίνωση σχετικὰ μὲ τὶς δημοτικὲς ἐκλογὲς καὶ τὴ στάση τῆς ὀργανώσεως ἀπέναντι στὶς ἐργατικὲς μάζες τῆς πόλης. Οἱ σημερινὲς ἐκλογικὲς διατάξεις ἀποκλείουν τὶς πλατειὲς μάζες ἀπὸ τὴν ἐκλογικὴ διαδικασία καὶ ἡ ὀργάνωση καλεῖ τοὺς ἐργάτες νὰ ψηφίσουν τὸ ἐργατικὸ ψηφοδέλτιο. Σήμερα τὸ πρωὶ ἄρχισαν οἱ ἀρχαιρεσίες τῶν ἐργατῶν τοῦ φωταερίου. Οἱ ἐργάτες καλοῦνται νὰ ψηφίσουν τὸν ταξικὸ συνδυασμό. Ἡ Ὁμοσπονδία Ἐργατῶν Οἰκοδομῶν ἀνακοινώνει πὼς ὅλα τὰ μέλη πρέπει νὰ παρευρεθοῦν στὴ γενικὴ συνέλευση τῆς Κυριακῆς στὰ γραφεῖα τοῦ σωματείου. Ὁ Σωτῆρος τοῦ Κεφαλᾶ ἔκανε ἀναφορὰ στὴν Ἐθνικὴ Τράπεζα γιὰ τὶς καταστάσεις τῶν προσφύγων καὶ τῶν ἀγροτῶν τῆς περιφέρειας. Οἱ ἐργάτες καὶ οἱ ἀγρότες ἀνταποκριτὲς γράφουν γιὰ τὴ ζωὴ καὶ τοὺς ἀγῶνες τους στὰ χωριὰ καὶ στὶς πόλεις. Ἐνοικιάζονται καταστήματα καὶ γραφεῖα. Σύγχρονες συνελεύσεις ὅλων τῶν σωματείων θὰ γίνουν αὔριο στὰ γραφεῖα τους, ὥρα 8 μ.μ. Καλοῦνται ὅλα τὰ μέλη νὰ παραστοῦν. ΕΠΑΓΓΕΛΜΑΤΙΚΑ Ἐνοικιάζονται καταστήματα καὶ γραφεῖα. Σύγχρονες συνελεύσεις ὅλων τῶν σωματείων θὰ γίνουν αὔριο στὰ γραφεῖα τους, ὥρα 8 μ.μ. Καλοῦνται ὅλα τὰ μέλη νὰ παραστοῦν. ΑΘΗΝΩΝ Σήμερα τὸ πρωὶ ἄρχισαν οἱ ἀρχαιρεσίες τῶν ἐργατῶν τοῦ φωταερίου. Οἱ ἐργάτες καλοῦνται νὰ ψηφίσουν τὸν ταξικὸ συνδυασμό. Ἡ Ὁμοσπονδία Ἐργατῶν Οἰκοδομῶν ἀνακοινώνει πὼς ὅλα τὰ μέλη πρέπει νὰ παρευρεθοῦν στὴ γενικὴ συνέλευση τῆς Κυριακῆς στὰ γραφεῖα τοῦ σωματείου. Τὸ Γραφεῖο τῆς Π.Ε. θεωρεῖ ἀναγκαῖο νὰ κάνει τὴν ἀκόλουθη ἀνακοίνωση σχετικὰ μὲ τὶς δημοτικὲς ἐκλογὲς καὶ τὴ στάση τῆς ὀργανώσεως ἀπέναντι στὶς ἐργατικὲς μάζες τῆς πόλης. Οἱ σημερινὲς ἐκλογικὲς διατάξεις ἀποκλείουν τὶς πλατειὲς μάζες ἀπὸ τὴν ἐκλογικὴ διαδικασία καὶ ἡ ὀργάνωση καλεῖ τοὺς ἐργάτες νὰ ψηφίσουν τὸ ἐργατικὸ ψηφοδέλτιο. ΠΕΙΡΑΙΩΣ Ὁ Σωτῆρος τοῦ Κεφαλᾶ ἔκανε ἀναφορὰ στὴν Ἐθνικὴ Τράπεζα γιὰ τὶς καταστάσεις τῶν προσφύγων καὶ τῶν ἀγροτῶν τῆς περιφέρειας. Οἱ ἐργάτες καὶ οἱ ἀγρότες ἀνταποκριτὲς γράφουν γιὰ τὴ ζωὴ καὶ τοὺς ἀγῶνες τους στὰ χωριὰ καὶ στὶς πόλεις. ΛΑΪΚΟΝ ΙΑΤΡΕΙΟΝ ΑΦΡΟΔΙΣΙΩΝ ΝΟΣΗΜΑΤΩΝ διευθυνόμενον παρ' εἰδικῶν καὶ ἐμπείρων ἐπιστημόνων 8 ΟΔΟΣ ΑΝΑΞΑΓΟΡΑ 6 (ὄπισθεν δημαρχίας) 9—1 1/2 καὶ 4—9 μ. μ. ('Ηλεκτροθεραπεία—'Ακτίνες—Χημιοθεραπεία κλπ. [1091, 40, 1580, 2190]
